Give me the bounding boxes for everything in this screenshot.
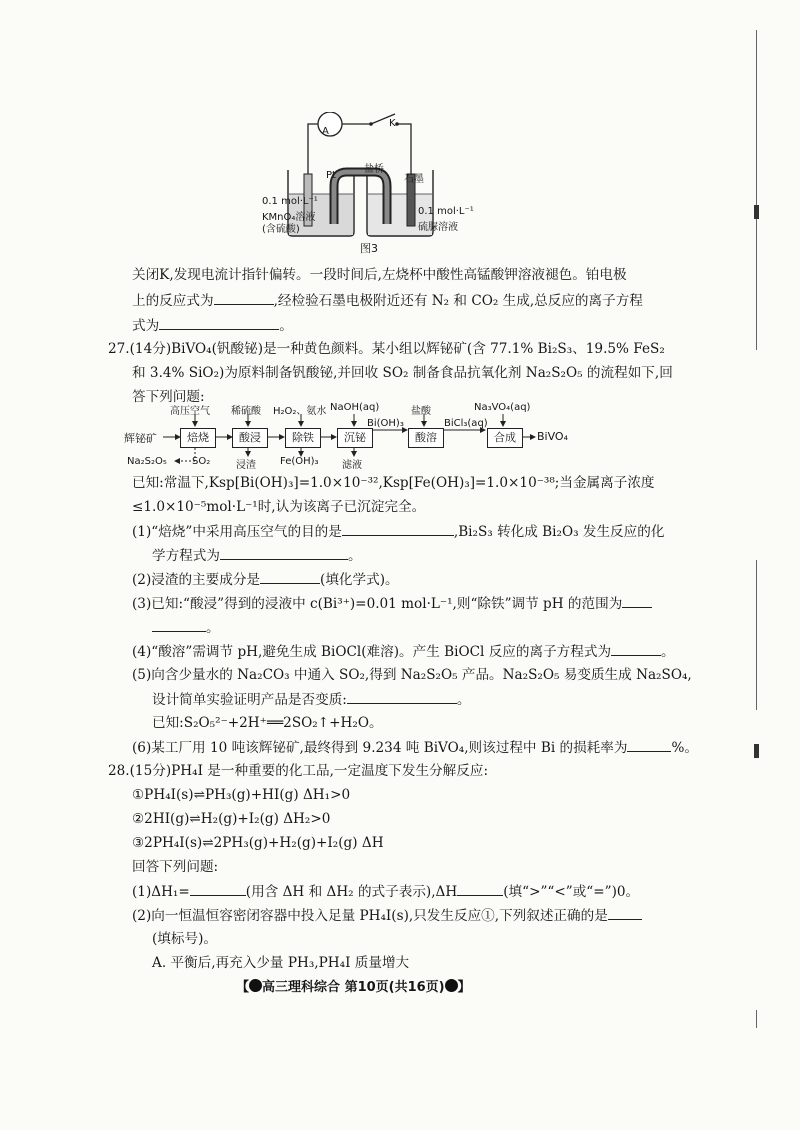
left-solution-name: KMnO₄溶液 (262, 212, 316, 223)
reagent-naoh: NaOH(aq) (330, 402, 380, 413)
flow-step-iron-removal: 除铁 (285, 428, 321, 448)
q27-sub5-line-2: 设计简单实验证明产品是否变质: 。 (152, 692, 471, 708)
q28-prompt: 回答下列问题: (132, 859, 219, 875)
q28-intro: 28.(15分)PH₄I 是一种重要的化工品,一定温度下发生分解反应: (108, 763, 489, 779)
answer-blank[interactable] (347, 690, 457, 704)
q28-sub1: (1)ΔH₁= (用含 ΔH 和 ΔH₂ 的式子表示),ΔH (填“>”“<”或“=”)0。 (132, 884, 640, 900)
q27-intro-line-1: 27.(14分)BiVO₄(钒酸铋)是一种黄色颜料。某小组以辉铋矿(含 77.1% Bi₂S₃、19.5% FeS₂ (108, 341, 665, 357)
answer-blank[interactable] (342, 522, 454, 536)
byproduct-fe-oh-3: Fe(OH)₃ (280, 456, 319, 467)
q28-sub2-line-1: (2)向一恒温恒容密闭容器中投入足量 PH₄I(s),只发生反应①,下列叙述正确的是 (132, 906, 642, 925)
figure-caption: 图3 (360, 242, 378, 255)
scan-edge-mark (754, 205, 759, 219)
q28-reaction-2: ②2HI(g)⇌H₂(g)+I₂(g) ΔH₂>0 (132, 811, 331, 827)
byproduct-so2: SO₂ (192, 456, 211, 467)
answer-blank[interactable] (611, 642, 661, 656)
footer-subject: 高三理科综合 (262, 980, 341, 995)
q26-text-line-2: 上的反应式为 ,经检验石墨电极附近还有 N₂ 和 CO₂ 生成,总反应的离子方程 (132, 293, 643, 309)
q27-sub1-line-1: (1)“焙烧”中采用高压空气的目的是 ,Bi₂S₃ 转化成 Bi₂O₃ 发生反应的化 (132, 524, 665, 540)
q27-sub3-line-2: 。 (152, 618, 220, 637)
answer-blank[interactable] (190, 882, 246, 896)
q27-sub5-line-1: (5)向含少量水的 Na₂CO₃ 中通入 SO₂,得到 Na₂S₂O₅ 产品。Na₂S₂O₅ 易变质生成 Na₂SO₄, (132, 667, 692, 683)
answer-blank[interactable] (214, 291, 274, 305)
scan-edge-line (756, 560, 757, 710)
page-footer: 【 高三理科综合 第10页(共16页) 】 (236, 980, 471, 995)
reagent-dilute-sulfuric-acid: 稀硫酸 (231, 406, 261, 417)
q27-sub6: (6)某工厂用 10 吨该辉铋矿,最终得到 9.234 吨 BiVO₄,则该过程中 Bi 的损耗率为 %。 (132, 740, 698, 756)
scan-edge-line (756, 1010, 757, 1028)
pt-electrode-label: Pt (326, 170, 336, 181)
ammeter-label: A (322, 126, 329, 137)
reagent-high-pressure-air: 高压空气 (170, 406, 210, 417)
q27-intro-line-3: 答下列问题: (132, 389, 205, 405)
flow-step-synthesis: 合成 (487, 428, 523, 448)
intermediate-bicl3: BiCl₃(aq) (444, 418, 488, 429)
flow-step-acid-leach: 酸浸 (232, 428, 268, 448)
answer-blank[interactable] (260, 570, 320, 584)
reagent-na3vo4: Na₃VO₄(aq) (474, 402, 531, 413)
scan-edge-mark (754, 744, 759, 758)
answer-blank[interactable] (622, 594, 652, 608)
q28-reaction-3: ③2PH₄I(s)⇌2PH₃(g)+H₂(g)+I₂(g) ΔH (132, 835, 384, 851)
q27-known-line-2: ≤1.0×10⁻⁵mol·L⁻¹时,认为该离子已沉淀完全。 (132, 499, 426, 515)
flow-step-acid-dissolve: 酸溶 (408, 428, 444, 448)
flow-step-roast: 焙烧 (180, 428, 216, 448)
q27-sub4: (4)“酸溶”需调节 pH,避免生成 BiOCl(难溶)。产生 BiOCl 反应的离子方程式为 。 (132, 644, 675, 660)
flow-step-bismuth-precip: 沉铋 (337, 428, 373, 448)
left-solution-conc: 0.1 mol·L⁻¹ (262, 196, 318, 207)
q27-intro-line-2: 和 3.4% SiO₂)为原料制备钒酸铋,并回收 SO₂ 制备食品抗氧化剂 Na₂S₂O₅ 的流程如下,回 (132, 365, 673, 381)
final-product-bivo4: BiVO₄ (537, 430, 569, 443)
footer-page-number: 第10页(共16页) (344, 980, 445, 995)
byproduct-leach-residue: 浸渣 (236, 460, 256, 471)
q28-reaction-1: ①PH₄I(s)⇌PH₃(g)+HI(g) ΔH₁>0 (132, 787, 351, 803)
intermediate-bi-oh-3: Bi(OH)₃ (367, 418, 404, 429)
reagent-hydrochloric-acid: 盐酸 (411, 406, 431, 417)
graphite-electrode-label: 石墨 (404, 174, 424, 185)
answer-blank[interactable] (152, 618, 206, 632)
byproduct-na2s2o5: Na₂S₂O₅ (127, 456, 167, 467)
answer-blank[interactable] (627, 738, 671, 752)
right-solution-name: 硫脲溶液 (418, 222, 458, 233)
flow-raw-material: 辉铋矿 (124, 432, 157, 445)
right-solution-conc: 0.1 mol·L⁻¹ (418, 206, 474, 217)
q27-sub2: (2)浸渣的主要成分是 (填化学式)。 (132, 572, 399, 588)
answer-blank[interactable] (608, 906, 642, 920)
brand-mark-icon (249, 979, 262, 992)
q26-text-line-3: 式为 。 (132, 318, 293, 334)
q28-sub2-line-2: (填标号)。 (152, 931, 217, 947)
answer-blank[interactable] (220, 546, 348, 560)
answer-blank[interactable] (159, 316, 279, 330)
q27-sub1-line-2: 学方程式为 。 (152, 548, 362, 564)
q26-text-line-1: 关闭K,发现电流计指针偏转。一段时间后,左烧杯中酸性高锰酸钾溶液褪色。铂电极 (132, 267, 627, 283)
answer-blank[interactable] (457, 882, 503, 896)
scan-edge-line (756, 30, 757, 350)
salt-bridge-label: 盐桥 (364, 164, 384, 175)
left-solution-note: (含硫酸) (262, 224, 300, 235)
q27-sub5-known: 已知:S₂O₅²⁻+2H⁺══2SO₂↑+H₂O。 (152, 715, 383, 731)
q27-sub3-line-1: (3)已知:“酸浸”得到的浸液中 c(Bi³⁺)=0.01 mol·L⁻¹,则“除铁”调节 pH 的范围为 (132, 594, 652, 613)
brand-mark-icon (445, 979, 458, 992)
byproduct-filtrate: 滤液 (342, 460, 362, 471)
reagent-h2o2-ammonia: H₂O₂、氨水 (273, 406, 327, 417)
q27-known-line-1: 已知:常温下,Ksp[Bi(OH)₃]=1.0×10⁻³²,Ksp[Fe(OH)₃]=1.0×10⁻³⁸;当金属离子浓度 (132, 475, 655, 491)
switch-label: K (389, 118, 396, 129)
q28-option-a: A. 平衡后,再充入少量 PH₃,PH₄I 质量增大 (152, 955, 410, 971)
